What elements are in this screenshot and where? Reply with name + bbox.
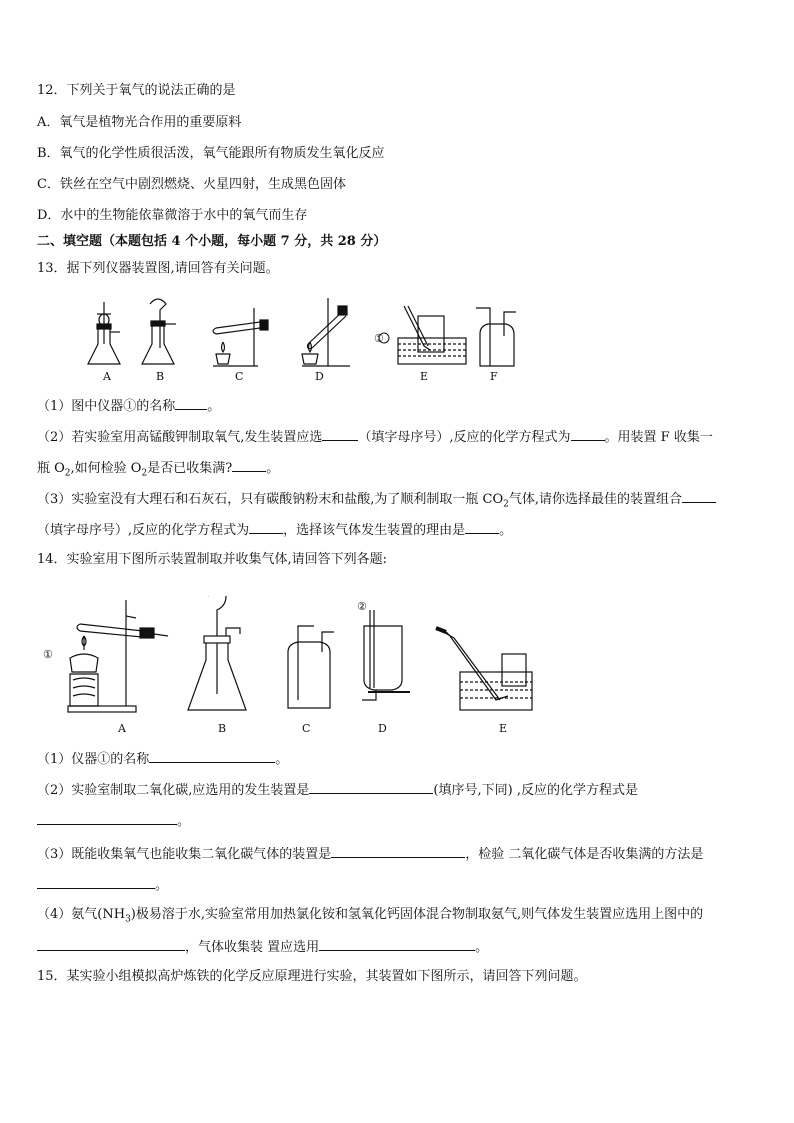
q12-option-a: A．氧气是植物光合作用的重要原料 <box>37 115 242 130</box>
section-heading: 二、填空题（本题包括 4 个小题，每小题 7 分，共 28 分） <box>37 234 387 249</box>
q13-stem: 13．据下列仪器装置图,请回答有关问题。 <box>37 261 279 276</box>
q14-part3-line2 <box>37 876 168 894</box>
q13-label-e: E <box>420 370 429 383</box>
q13-apparatus-a <box>88 302 120 364</box>
q14-label-e: E <box>499 722 508 735</box>
q14-part2-end: 。 <box>177 814 191 829</box>
q13-part1 <box>37 397 220 415</box>
q13-part3-line1 <box>37 490 716 508</box>
q13-blank-4[interactable] <box>232 459 266 472</box>
q14-marker-2: ② <box>357 600 367 613</box>
q14-label-c: C <box>302 722 311 735</box>
q14-apparatus-e <box>436 628 532 710</box>
q13-blank-6[interactable] <box>249 521 283 534</box>
q13-label-b: B <box>156 370 165 383</box>
q13-blank-7[interactable] <box>465 521 499 534</box>
q14-part4-text-a2: )极易溶于水,实验室常用加热氯化铵和氢氧化钙固体混合物制取氨气,则气体发生装置应选用上图中的 <box>130 907 704 922</box>
q13-apparatus-f <box>476 308 516 366</box>
q14-label-b: B <box>218 722 227 735</box>
q12-option-d: D．水中的生物能依靠微溶于水中的氧气而生存 <box>37 208 308 223</box>
q14-blank-2[interactable] <box>309 781 433 794</box>
q14-part2-text-b: (填序号,下同) ,反应的化学方程式是 <box>433 783 638 798</box>
q14-part4-line2 <box>37 938 488 956</box>
q13-part1-text: （1）图中仪器①的名称 <box>37 399 176 414</box>
q13-part3-text-b: （填字母序号）,反应的化学方程式为 <box>37 523 250 538</box>
q13-part2-text-b: （填字母序号）,反应的化学方程式为 <box>358 430 571 445</box>
q14-apparatus-d <box>362 610 410 700</box>
q12-option-c: C．铁丝在空气中剧烈燃烧、火星四射，生成黑色固体 <box>37 177 346 192</box>
q13-apparatus-figure <box>80 288 530 388</box>
q13-part3-end: 。 <box>499 523 513 538</box>
q13-blank-5[interactable] <box>682 490 716 503</box>
q14-stem: 14．实验室用下图所示装置制取并收集气体,请回答下列各题: <box>37 552 388 567</box>
q13-apparatus-e <box>379 306 466 364</box>
q13-part2-line1 <box>37 428 713 446</box>
q15-stem: 15．某实验小组模拟高炉炼铁的化学反应原理进行实验，其装置如下图所示，请回答下列问题。 <box>37 969 587 984</box>
q13-label-d: D <box>315 370 324 383</box>
q13-part2-text-c: 。用装置 F 收集一 <box>604 430 713 445</box>
q12-stem: 12．下列关于氧气的说法正确的是 <box>37 83 236 98</box>
q13-label-f: F <box>490 370 498 383</box>
q13-label-c: C <box>235 370 244 383</box>
q13-part2-sub2: 2 <box>141 468 148 479</box>
q14-part4-end: 。 <box>475 940 489 955</box>
q13-part3-text-a1: （3）实验室没有大理石和石灰石，只有碳酸钠粉末和盐酸,为了顺利制取一瓶 CO <box>37 492 504 507</box>
q12-option-b: B．氧气的化学性质很活泼，氧气能跟所有物质发生氧化反应 <box>37 146 385 161</box>
q13-part2-text-d2: ,如何检验 O <box>70 461 142 476</box>
q13-part1-end: 。 <box>207 399 221 414</box>
q14-blank-3[interactable] <box>37 812 177 825</box>
q14-apparatus-c <box>288 626 334 708</box>
q14-part2-line2 <box>37 812 190 830</box>
q14-part2-line1 <box>37 781 638 799</box>
q13-part3-text-a2: 气体,请你选择最佳的装置组合 <box>508 492 683 507</box>
q14-part4-sub: 3 <box>125 914 131 925</box>
q13-part2-line2 <box>37 459 279 477</box>
q14-part1-end: 。 <box>275 752 289 767</box>
q14-part4-text-b: ，气体收集装 置应选用 <box>185 940 320 955</box>
q14-blank-7[interactable] <box>319 938 475 951</box>
q14-part4-line1 <box>37 907 703 923</box>
q14-blank-1[interactable] <box>149 750 275 763</box>
q13-part2-text-a: （2）若实验室用高锰酸钾制取氧气,发生装置应选 <box>37 430 323 445</box>
q14-blank-5[interactable] <box>37 876 155 889</box>
q13-blank-2[interactable] <box>322 428 358 441</box>
q14-apparatus-figure <box>40 596 560 720</box>
q14-marker-1: ① <box>43 648 53 661</box>
q13-part2-end: 。 <box>266 461 280 476</box>
q13-blank-3[interactable] <box>571 428 605 441</box>
q13-blank-1[interactable] <box>175 397 207 410</box>
q14-label-d: D <box>378 722 387 735</box>
q14-part3-text-b: ，检验 二氧化碳气体是否收集满的方法是 <box>465 847 704 862</box>
q13-part3-sub: 2 <box>503 499 509 510</box>
q14-apparatus-a <box>68 600 168 712</box>
q13-marker: ① <box>374 332 384 345</box>
q13-apparatus-b <box>142 299 176 364</box>
q14-part3-end: 。 <box>155 878 169 893</box>
q13-part2-text-d3: 是否已收集满? <box>147 461 233 476</box>
q14-part2-text-a: （2）实验室制取二氧化碳,应选用的发生装置是 <box>37 783 310 798</box>
q14-part4-text-a1: （4）氨气(NH <box>37 907 126 922</box>
q14-blank-4[interactable] <box>331 845 465 858</box>
q14-part3-line1 <box>37 845 703 863</box>
q14-apparatus-b <box>188 596 246 710</box>
q13-apparatus-c <box>213 308 268 366</box>
q13-part2-sub1: 2 <box>64 468 71 479</box>
q14-part3-text-a: （3）既能收集氧气也能收集二氧化碳气体的装置是 <box>37 847 332 862</box>
q14-part1 <box>37 750 288 768</box>
q13-part3-line2 <box>37 521 512 539</box>
q14-blank-6[interactable] <box>37 938 185 951</box>
q13-label-a: A <box>103 370 111 383</box>
q13-apparatus-d <box>302 298 350 366</box>
q14-part1-text: （1）仪器①的名称 <box>37 752 150 767</box>
q14-label-a: A <box>118 722 126 735</box>
q13-part2-text-d1: 瓶 O <box>37 461 65 476</box>
q13-part3-text-c: ，选择该气体发生装置的理由是 <box>283 523 466 538</box>
